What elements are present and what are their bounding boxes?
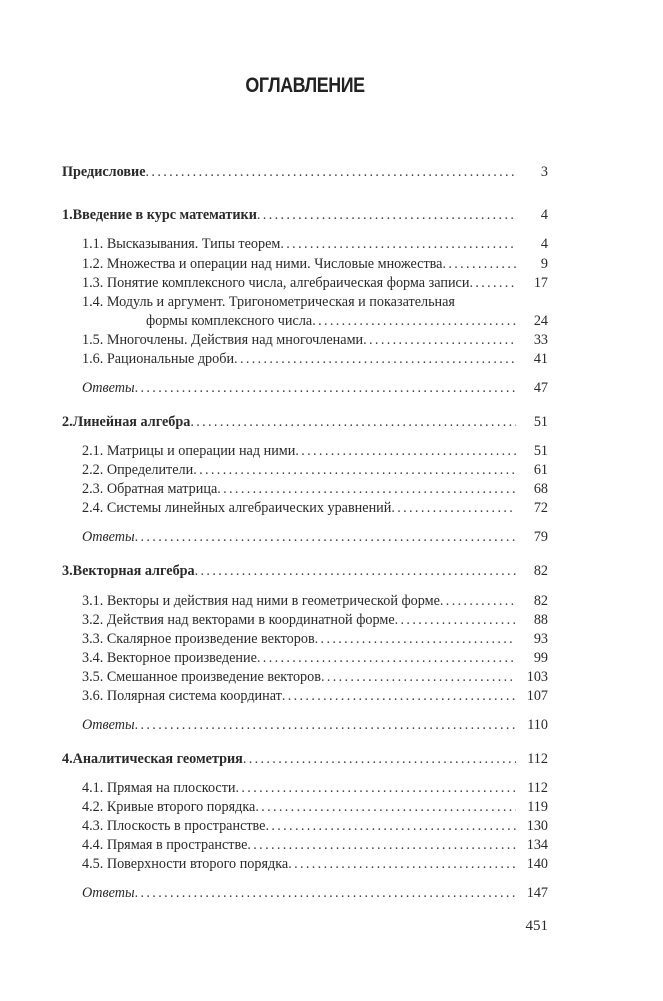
dot-leader	[312, 312, 516, 331]
entry-title: 3.5. Смешанное произведение векторов	[82, 669, 321, 685]
dot-leader	[440, 592, 516, 611]
toc-answers-entry[interactable]	[82, 716, 548, 735]
entry-title: 4.5. Поверхности второго порядка	[82, 856, 289, 872]
entry-page-number: 61	[533, 462, 548, 478]
toc-entry[interactable]	[82, 836, 548, 855]
toc-entry[interactable]	[82, 331, 548, 350]
toc-answers-entry[interactable]	[82, 528, 548, 547]
entry-page-number: 134	[526, 837, 548, 853]
dot-leader	[469, 274, 516, 293]
entry-title: Введение в курс математики	[72, 207, 257, 223]
entry-page-number: 130	[526, 818, 548, 834]
toc-entry[interactable]	[82, 817, 548, 836]
dot-leader	[135, 379, 516, 398]
entry-title: Линейная алгебра	[72, 414, 191, 430]
dot-leader	[442, 255, 516, 274]
toc-entry[interactable]	[82, 687, 548, 706]
toc-answers-entry[interactable]	[82, 379, 548, 398]
dot-leader	[236, 779, 516, 798]
chapter-number: 2.	[62, 414, 73, 430]
chapter-number: 3.	[62, 563, 73, 579]
dot-leader	[135, 884, 516, 903]
entry-page-number: 9	[540, 256, 548, 272]
entry-title: 2.1. Матрицы и операции над ними	[82, 443, 296, 459]
entry-title: 4.1. Прямая на плоскости	[82, 780, 236, 796]
toc-entry[interactable]	[82, 668, 548, 687]
entry-page-number: 82	[533, 593, 548, 609]
dot-leader	[135, 528, 516, 547]
toc-chapter-entry[interactable]	[62, 413, 548, 432]
entry-title: 1.3. Понятие комплексного числа, алгебраическая форма записи	[82, 275, 470, 291]
entry-page-number: 79	[533, 529, 548, 545]
dot-leader	[146, 163, 516, 182]
toc-chapter-entry[interactable]	[62, 750, 548, 769]
entry-page-number: 24	[533, 313, 548, 329]
toc-entry[interactable]	[82, 274, 548, 293]
entry-page-number: 41	[533, 351, 548, 367]
entry-title: Ответы	[82, 529, 135, 545]
dot-leader	[243, 750, 516, 769]
toc-chapter-entry[interactable]	[62, 562, 548, 581]
entry-title: 1.6. Рациональные дроби	[82, 351, 235, 367]
entry-title: 1.4. Модуль и аргумент. Тригонометрическая и показательная	[82, 294, 455, 310]
entry-title: Предисловие	[62, 164, 146, 180]
entry-page-number: 147	[526, 885, 548, 901]
dot-leader	[247, 836, 516, 855]
toc-entry[interactable]	[82, 235, 548, 254]
entry-title: 3.1. Векторы и действия над ними в геометрической форме	[82, 593, 440, 609]
entry-page-number: 140	[526, 856, 548, 872]
dot-leader	[295, 442, 516, 461]
entry-page-number: 3	[540, 164, 548, 180]
entry-page-number: 72	[533, 500, 548, 516]
chapter-number: 1.	[62, 207, 73, 223]
entry-page-number: 119	[527, 799, 548, 815]
entry-page-number: 112	[527, 751, 548, 767]
toc-entry[interactable]	[82, 649, 548, 668]
dot-leader	[321, 668, 516, 687]
entry-page-number: 110	[527, 717, 548, 733]
entry-page-number: 99	[533, 650, 548, 666]
dot-leader	[257, 649, 516, 668]
dot-leader	[257, 206, 516, 225]
entry-page-number: 107	[526, 688, 548, 704]
dot-leader	[217, 480, 516, 499]
toc-entry[interactable]	[82, 499, 548, 518]
entry-title: 1.1. Высказывания. Типы теорем	[82, 236, 281, 252]
entry-page-number: 103	[526, 669, 548, 685]
toc-entry[interactable]	[82, 855, 548, 874]
entry-page-number: 51	[533, 443, 548, 459]
toc-entry[interactable]	[82, 779, 548, 798]
page-title: ОГЛАВЛЕНИЕ	[245, 74, 365, 97]
entry-title: 3.6. Полярная система координат	[82, 688, 282, 704]
toc-entry[interactable]	[82, 630, 548, 649]
dot-leader	[282, 687, 516, 706]
entry-page-number: 112	[527, 780, 548, 796]
toc-answers-entry[interactable]	[82, 884, 548, 903]
entry-page-number: 51	[533, 414, 548, 430]
entry-title: Ответы	[82, 717, 135, 733]
toc-entry[interactable]	[82, 611, 548, 630]
entry-page-number: 68	[533, 481, 548, 497]
dot-leader	[234, 350, 516, 369]
entry-page-number: 88	[533, 612, 548, 628]
entry-title: 1.5. Многочлены. Действия над многочленами	[82, 332, 364, 348]
dot-leader	[391, 499, 516, 518]
entry-title: 2.4. Системы линейных алгебраических уравнений	[82, 500, 392, 516]
entry-title: Ответы	[82, 380, 135, 396]
dot-leader	[288, 855, 516, 874]
dot-leader	[280, 235, 516, 254]
dot-leader	[265, 817, 516, 836]
dot-leader	[193, 461, 516, 480]
entry-title: 3.3. Скалярное произведение векторов	[82, 631, 315, 647]
entry-title: 3.4. Векторное произведение	[82, 650, 257, 666]
entry-title: 4.4. Прямая в пространстве	[82, 837, 248, 853]
entry-title: формы комплексного числа	[146, 313, 313, 329]
toc-entry[interactable]	[82, 592, 548, 611]
entry-page-number: 82	[533, 563, 548, 579]
toc-entry[interactable]	[82, 461, 548, 480]
chapter-number: 4.	[62, 751, 73, 767]
entry-title: Ответы	[82, 885, 135, 901]
dot-leader	[190, 413, 516, 432]
entry-title: Аналитическая геометрия	[72, 751, 243, 767]
entry-title: 1.2. Множества и операции над ними. Числовые множества	[82, 256, 443, 272]
entry-page-number: 4	[540, 236, 548, 252]
entry-page-number: 17	[533, 275, 548, 291]
entry-title: 4.2. Кривые второго порядка	[82, 799, 256, 815]
entry-title: 2.3. Обратная матрица	[82, 481, 218, 497]
toc-entry[interactable]	[82, 350, 548, 369]
entry-page-number: 47	[533, 380, 548, 396]
dot-leader	[363, 331, 516, 350]
dot-leader	[195, 562, 516, 581]
toc-entry[interactable]	[146, 312, 548, 331]
entry-title: Векторная алгебра	[72, 563, 195, 579]
dot-leader	[255, 798, 516, 817]
toc-entry[interactable]	[62, 163, 548, 182]
entry-title: 4.3. Плоскость в пространстве	[82, 818, 266, 834]
entry-page-number: 93	[533, 631, 548, 647]
toc-entry[interactable]	[82, 480, 548, 499]
entry-page-number: 33	[533, 332, 548, 348]
toc-chapter-entry[interactable]	[62, 206, 548, 225]
page-number: 451	[525, 918, 548, 934]
dot-leader	[315, 630, 516, 649]
entry-page-number: 4	[540, 207, 548, 223]
toc-entry[interactable]	[82, 255, 548, 274]
dot-leader	[395, 611, 516, 630]
toc-entry[interactable]	[82, 293, 548, 312]
dot-leader	[135, 716, 516, 735]
toc-entry[interactable]	[82, 442, 548, 461]
entry-title: 3.2. Действия над векторами в координатной форме	[82, 612, 395, 628]
entry-title: 2.2. Определители	[82, 462, 194, 478]
toc-entry[interactable]	[82, 798, 548, 817]
